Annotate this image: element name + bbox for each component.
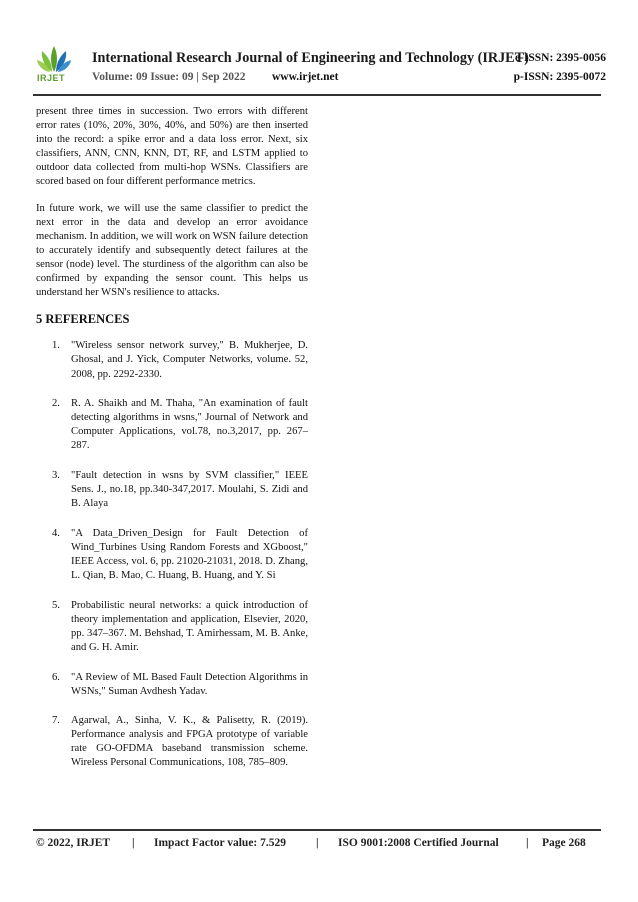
irjet-logo [36, 44, 72, 88]
reference-number: 3. [52, 469, 60, 481]
footer-copyright: © 2022, IRJET [36, 837, 111, 849]
pissn: p-ISSN: 2395-0072 [513, 71, 606, 83]
reference-text: "Wireless sensor network survey," B. Mukherjee, D. Ghosal, and J. Yick, Computer Networks, volume. 52, 2008, pp. 2292-2330. [71, 340, 308, 380]
header-divider [33, 94, 601, 96]
footer-divider [33, 829, 601, 831]
reference-number: 4. [52, 527, 60, 539]
footer-impact-factor: Impact Factor value: 7.529 [154, 837, 287, 849]
reference-text: "Fault detection in wsns by SVM classifier," IEEE Sens. J., no.18, pp.340-347,2017. Moulahi, S. Zidi and B. Alaya [71, 469, 308, 510]
footer-iso: ISO 9001:2008 Certified Journal [338, 837, 499, 849]
reference-text: R. A. Shaikh and M. Thaha, "An examination of fault detecting algorithms in wsns," Journal of Network and Computer Applications, vol.78, no.3,2017, pp. 267–287. [71, 398, 308, 452]
page-header [36, 44, 606, 90]
body-paragraph-1: present three times in succession. Two errors with different error rates (10%, 20%, 30%, 40%, and 50%) are then inserted into the record: a spike error and a data loss error. Next, six classifiers, ANN, CNN, KNN, DT, RF, and LSTM applied to outdoor data collected from multi-hop WSNs. Classifiers are scored based on four different performance metrics. [36, 106, 308, 188]
references-heading: 5 REFERENCES [36, 312, 130, 327]
reference-number: 1. [52, 340, 60, 352]
reference-number: 7. [52, 715, 60, 727]
volume-issue: Volume: 09 Issue: 09 | Sep 2022 [92, 71, 246, 83]
body-paragraph-2: In future work, we will use the same classifier to predict the next error in the data and develop an error avoidance mechanism. In addition, we will work on WSN failure detection to accurately identify and subsequently detect failures at the sensor (node) level. The sturdiness of the algorithm can also be confirmed by expanding the sensor count. This helps us understand her WSN's resilience to attacks. [36, 202, 308, 299]
reference-number: 5. [52, 599, 60, 611]
reference-item [36, 469, 308, 511]
references-list [36, 339, 308, 770]
reference-number: 2. [52, 398, 60, 410]
journal-title: International Research Journal of Engineering and Technology (IRJET) [92, 50, 529, 66]
reference-item [36, 397, 308, 453]
footer-separator: | [316, 837, 319, 849]
reference-text: Probabilistic neural networks: a quick introduction of theory implementation and application, Elsevier, 2020, pp. 347–367. M. Behshad, T. Amirhessam, M. B. Anke, and G. H. Amir. [71, 599, 308, 653]
reference-number: 6. [52, 671, 60, 683]
eissn: e-ISSN: 2395-0056 [514, 52, 606, 64]
left-column [36, 105, 308, 786]
footer-separator: | [526, 837, 529, 849]
website-link[interactable]: www.irjet.net [272, 71, 339, 83]
footer-separator: | [132, 837, 135, 849]
reference-item [36, 599, 308, 655]
reference-text: "A Review of ML Based Fault Detection Algorithms in WSNs," Suman Avdhesh Yadav. [71, 671, 308, 697]
leaf-logo-icon [36, 44, 72, 74]
logo-text: IRJET [37, 73, 66, 83]
reference-item [36, 714, 308, 770]
reference-text: "A Data_Driven_Design for Fault Detection of Wind_Turbines Using Random Forests and XGboost," IEEE Access, vol. 6, pp. 21020-21031, 2018. D. Zhang, L. Qian, B. Mao, C. Huang, B. Huang, and Y. Si [71, 527, 308, 582]
reference-item [36, 527, 308, 583]
reference-item [36, 339, 308, 381]
reference-text: Agarwal, A., Sinha, V. K., & Palisetty, R. (2019). Performance analysis and FPGA prototype of variable rate GO-OFDMA baseband transmission scheme. Wireless Personal Communications, 108, 785–809. [71, 715, 308, 769]
reference-item [36, 671, 308, 699]
footer-page-number: Page 268 [542, 837, 586, 849]
